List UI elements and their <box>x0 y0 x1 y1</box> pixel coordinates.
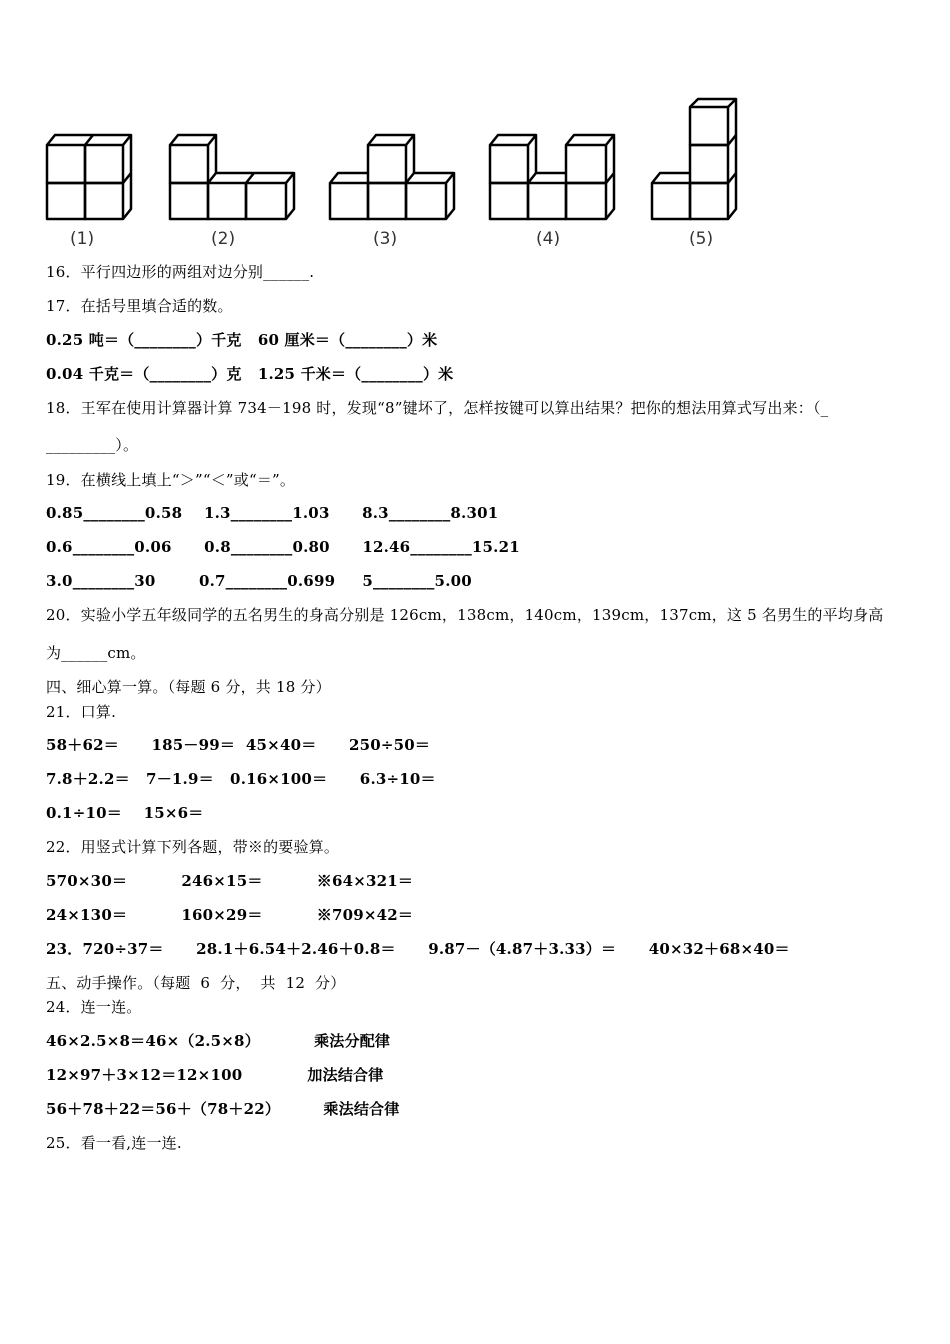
question-20-continued: 为______cm。 <box>46 644 146 662</box>
figure-1 <box>47 135 131 219</box>
question-24-row-1: 46×2.5×8＝46×（2.5×8） 乘法分配律 <box>46 1032 391 1050</box>
figure-5 <box>652 99 736 219</box>
question-16: 16．平行四边形的两组对边分别______. <box>46 263 315 281</box>
question-24-row-2: 12×97＋3×12＝12×100 加法结合律 <box>46 1066 384 1084</box>
question-21-row-1: 58＋62＝ 185－99＝ 45×40＝ 250÷50＝ <box>46 736 431 754</box>
question-21-row-2: 7.8＋2.2＝ 7－1.9＝ 0.16×100＝ 6.3÷10＝ <box>46 770 436 788</box>
section-4-heading: 四、细心算一算。（每题 6 分，共 18 分） <box>46 678 331 696</box>
figure-4 <box>490 135 614 219</box>
section-5-heading: 五、动手操作。（每题 6 分， 共 12 分） <box>46 974 346 992</box>
cube-figures <box>40 95 760 255</box>
figure-2 <box>170 135 294 219</box>
question-17: 17．在括号里填合适的数。 <box>46 297 233 315</box>
question-17-row-1: 0.25 吨＝（________）千克 60 厘米＝（________）米 <box>46 331 438 349</box>
question-24-row-3: 56＋78＋22＝56＋（78＋22） 乘法结合律 <box>46 1100 400 1118</box>
figure-caption-4: (4) <box>536 229 561 249</box>
cube-figures-drawing <box>40 95 760 255</box>
figure-caption-2: (2) <box>211 229 236 249</box>
question-19: 19．在横线上填上“＞”“＜”或“＝”。 <box>46 471 296 489</box>
question-19-row-2: 0.6________0.06 0.8________0.80 12.46________15.21 <box>46 538 520 556</box>
question-24: 24．连一连。 <box>46 998 142 1016</box>
figure-caption-5: (5) <box>689 229 714 249</box>
question-19-row-3: 3.0________30 0.7________0.699 5________5.00 <box>46 572 472 590</box>
question-17-row-2: 0.04 千克＝（________）克 1.25 千米＝（________）米 <box>46 365 454 383</box>
question-18: 18．王军在使用计算器计算 734－198 时，发现“8”键坏了，怎样按键可以算出结果？把你的想法用算式写出来：（_ <box>46 399 829 417</box>
question-20: 20．实验小学五年级同学的五名男生的身高分别是 126cm，138cm，140cm，139cm，137cm，这 5 名男生的平均身高 <box>46 606 884 624</box>
question-22-row-1: 570×30＝ 246×15＝ ※64×321＝ <box>46 872 414 890</box>
question-21: 21．口算. <box>46 703 117 721</box>
question-25: 25．看一看,连一连. <box>46 1134 182 1152</box>
question-21-row-3: 0.1÷10＝ 15×6＝ <box>46 804 204 822</box>
figure-3 <box>330 135 454 219</box>
question-23: 23．720÷37＝ 28.1＋6.54＋2.46＋0.8＝ 9.87－（4.87＋3.33）＝ 40×32＋68×40＝ <box>46 940 790 958</box>
question-22: 22．用竖式计算下列各题，带※的要验算。 <box>46 838 340 856</box>
question-22-row-2: 24×130＝ 160×29＝ ※709×42＝ <box>46 906 414 924</box>
question-19-row-1: 0.85________0.58 1.3________1.03 8.3________8.301 <box>46 504 499 522</box>
figure-caption-3: (3) <box>373 229 398 249</box>
question-18-continued: _________）。 <box>46 436 139 454</box>
figure-caption-1: (1) <box>70 229 95 249</box>
